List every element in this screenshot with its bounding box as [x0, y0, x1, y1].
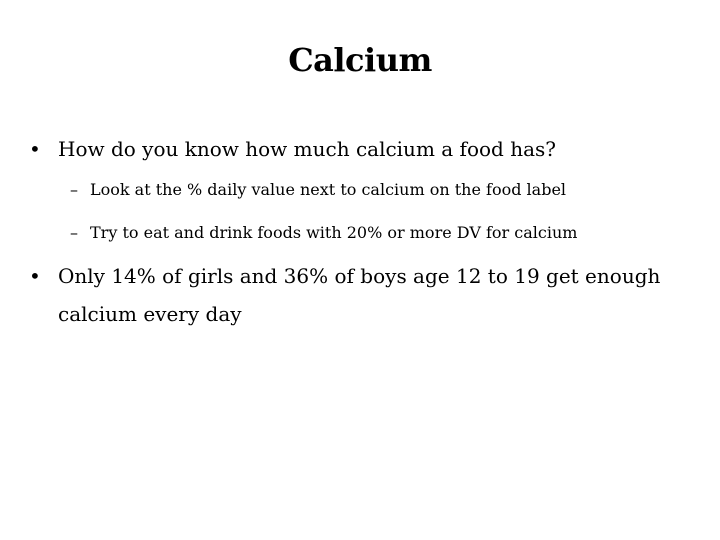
bullet-marker: • [29, 137, 41, 161]
slide-title: Calcium [288, 41, 432, 79]
sub-bullet-item [70, 178, 690, 202]
bullet-item [29, 130, 678, 168]
sub-bullet-marker: – [70, 223, 78, 242]
sub-bullet-item [70, 221, 690, 245]
bullet-marker: • [29, 264, 41, 288]
bullet-text: Only 14% of girls and 36% of boys age 12 to 19 get enough calcium every day [58, 264, 661, 326]
sub-bullet-marker: – [70, 180, 78, 199]
sub-bullet-text: Look at the % daily value next to calcium on the food label [90, 180, 567, 199]
bullet-text: How do you know how much calcium a food has? [58, 137, 556, 161]
sub-bullet-text: Try to eat and drink foods with 20% or more DV for calcium [90, 223, 578, 242]
bullet-item [29, 257, 678, 333]
